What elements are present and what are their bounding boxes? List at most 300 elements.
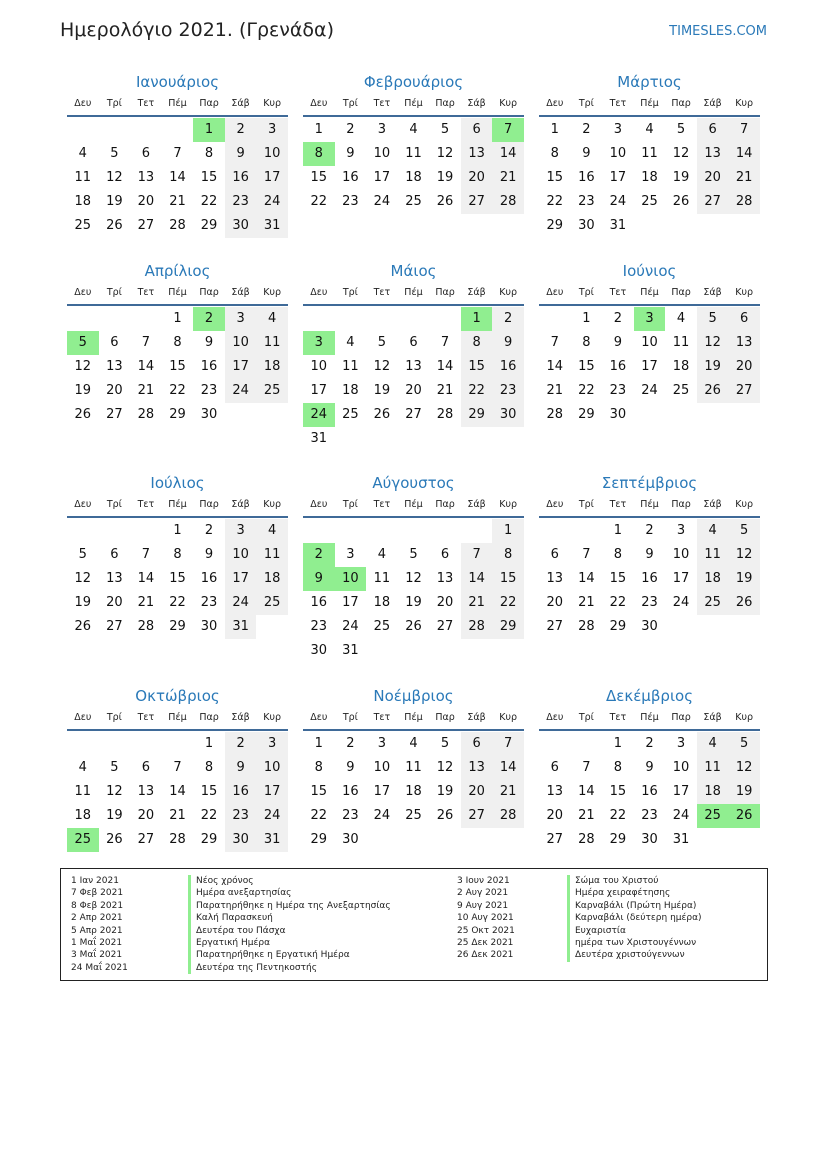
day-cell: 29 bbox=[609, 832, 627, 847]
day-cell: 14 bbox=[137, 359, 155, 374]
day-cell: 18 bbox=[256, 567, 288, 591]
day-cell: 18 bbox=[74, 194, 92, 209]
day-cell: 21 bbox=[461, 591, 493, 615]
day-cell: 3 bbox=[256, 118, 288, 142]
empty-cell bbox=[429, 307, 461, 331]
weekday-label: Πέμ bbox=[404, 287, 423, 298]
day-cell: 31 bbox=[609, 218, 627, 233]
day-cell: 14 bbox=[728, 142, 760, 166]
day-cell: 20 bbox=[461, 780, 493, 804]
day-cell: 10 bbox=[672, 547, 690, 562]
day-cell: 19 bbox=[672, 170, 690, 185]
weekday-label: Τρί bbox=[578, 712, 594, 723]
empty-cell bbox=[130, 519, 162, 543]
weekday-label: Σάβ bbox=[703, 499, 722, 510]
legend-date: 25 Οκτ 2021 bbox=[457, 925, 515, 936]
day-cell: 11 bbox=[672, 335, 690, 350]
legend-date: 7 Φεβ 2021 bbox=[71, 888, 124, 899]
day-cell: 22 bbox=[492, 591, 524, 615]
day-cell: 13 bbox=[697, 142, 729, 166]
day-cell: 16 bbox=[609, 359, 627, 374]
month-name: Φεβρουάριος bbox=[363, 73, 464, 91]
weekday-header bbox=[539, 283, 760, 306]
month-block bbox=[303, 471, 524, 663]
day-cell: 17 bbox=[256, 780, 288, 804]
day-cell: 18 bbox=[256, 355, 288, 379]
day-cell: 7 bbox=[141, 547, 151, 562]
weekday-label: Σάβ bbox=[703, 98, 722, 109]
empty-cell bbox=[461, 519, 493, 543]
day-cell: 10 bbox=[225, 331, 257, 355]
day-cell: 21 bbox=[578, 808, 595, 823]
day-cell: 2 bbox=[582, 122, 591, 137]
empty-cell bbox=[99, 732, 131, 756]
day-cell: 7 bbox=[440, 335, 450, 350]
day-cell: 20 bbox=[461, 166, 493, 190]
day-cell: 9 bbox=[225, 756, 257, 780]
day-cell: 14 bbox=[137, 571, 155, 586]
day-grid bbox=[303, 117, 524, 214]
holiday-day-cell: 3 bbox=[634, 307, 666, 331]
day-cell: 18 bbox=[342, 383, 359, 398]
day-cell: 5 bbox=[377, 335, 387, 350]
day-cell: 13 bbox=[106, 571, 123, 586]
weekday-label: Τετ bbox=[609, 98, 627, 109]
weekday-label: Δευ bbox=[546, 499, 564, 510]
day-cell: 17 bbox=[672, 571, 690, 586]
day-cell: 28 bbox=[578, 832, 595, 847]
weekday-label: Τρί bbox=[106, 712, 122, 723]
day-cell: 12 bbox=[672, 146, 690, 161]
empty-cell bbox=[335, 519, 367, 543]
day-cell: 21 bbox=[169, 194, 186, 209]
day-cell: 25 bbox=[256, 379, 288, 403]
day-cell: 9 bbox=[225, 142, 257, 166]
day-cell: 30 bbox=[609, 407, 627, 422]
day-cell: 19 bbox=[106, 808, 123, 823]
day-cell: 22 bbox=[169, 595, 186, 610]
day-cell: 29 bbox=[546, 218, 564, 233]
month-name: Ιούλιος bbox=[150, 474, 205, 492]
day-cell: 10 bbox=[373, 146, 391, 161]
day-cell: 24 bbox=[342, 619, 359, 634]
day-cell: 27 bbox=[461, 190, 493, 214]
day-cell: 19 bbox=[697, 355, 729, 379]
weekday-label: Σάβ bbox=[231, 499, 250, 510]
day-cell: 30 bbox=[492, 403, 524, 427]
day-cell: 10 bbox=[225, 543, 257, 567]
day-cell: 29 bbox=[200, 832, 218, 847]
weekday-label: Τετ bbox=[609, 499, 627, 510]
day-cell: 15 bbox=[169, 359, 186, 374]
day-cell: 9 bbox=[613, 335, 623, 350]
day-cell: 24 bbox=[373, 808, 391, 823]
day-cell: 8 bbox=[550, 146, 559, 161]
day-cell: 19 bbox=[373, 383, 391, 398]
day-cell: 30 bbox=[342, 832, 359, 847]
day-cell: 28 bbox=[169, 218, 186, 233]
weekday-label: Πέμ bbox=[168, 712, 187, 723]
month-block bbox=[539, 684, 760, 852]
day-cell: 14 bbox=[461, 567, 493, 591]
weekday-label: Τρί bbox=[106, 287, 122, 298]
day-cell: 19 bbox=[728, 780, 760, 804]
day-cell: 24 bbox=[225, 591, 257, 615]
day-cell: 15 bbox=[492, 567, 524, 591]
weekday-label: Κυρ bbox=[735, 287, 754, 298]
day-cell: 15 bbox=[200, 170, 218, 185]
day-cell: 12 bbox=[373, 359, 391, 374]
day-cell: 3 bbox=[225, 307, 257, 331]
day-cell: 24 bbox=[672, 808, 690, 823]
day-cell: 7 bbox=[550, 335, 559, 350]
day-cell: 25 bbox=[641, 194, 658, 209]
day-cell: 17 bbox=[342, 595, 359, 610]
legend-holiday-name: Παρατηρήθηκε η Εργατική Ημέρα bbox=[188, 949, 391, 961]
day-cell: 4 bbox=[697, 732, 729, 756]
holiday-day-cell: 2 bbox=[303, 543, 335, 567]
legend-date: 5 Απρ 2021 bbox=[71, 925, 123, 936]
day-cell: 14 bbox=[436, 359, 454, 374]
day-cell: 24 bbox=[225, 379, 257, 403]
day-cell: 30 bbox=[225, 214, 257, 238]
empty-cell bbox=[366, 307, 398, 331]
weekday-label: Παρ bbox=[435, 712, 455, 723]
day-cell: 1 bbox=[582, 311, 591, 326]
day-cell: 27 bbox=[546, 619, 564, 634]
day-cell: 15 bbox=[200, 784, 218, 799]
month-block bbox=[303, 259, 524, 451]
day-cell: 3 bbox=[377, 122, 387, 137]
empty-cell bbox=[162, 732, 194, 756]
weekday-label: Δευ bbox=[74, 499, 92, 510]
day-cell: 8 bbox=[613, 547, 623, 562]
weekday-label: Κυρ bbox=[499, 499, 518, 510]
day-cell: 12 bbox=[405, 571, 422, 586]
day-cell: 25 bbox=[74, 218, 92, 233]
day-cell: 24 bbox=[609, 194, 627, 209]
day-cell: 23 bbox=[225, 804, 257, 828]
day-cell: 24 bbox=[672, 595, 690, 610]
month-name: Μάιος bbox=[390, 262, 437, 280]
day-cell: 25 bbox=[256, 591, 288, 615]
day-cell: 30 bbox=[225, 828, 257, 852]
day-cell: 6 bbox=[550, 760, 559, 775]
weekday-label: Τετ bbox=[609, 287, 627, 298]
day-cell: 25 bbox=[697, 591, 729, 615]
day-cell: 18 bbox=[405, 170, 422, 185]
day-cell: 21 bbox=[436, 383, 454, 398]
day-cell: 17 bbox=[225, 355, 257, 379]
empty-cell bbox=[398, 519, 430, 543]
month-block bbox=[303, 70, 524, 214]
day-cell: 26 bbox=[672, 194, 690, 209]
day-cell: 20 bbox=[546, 595, 564, 610]
day-cell: 20 bbox=[436, 595, 454, 610]
day-cell: 23 bbox=[609, 383, 627, 398]
day-cell: 24 bbox=[256, 804, 288, 828]
day-cell: 19 bbox=[106, 194, 123, 209]
day-cell: 2 bbox=[613, 311, 623, 326]
weekday-label: Τετ bbox=[137, 499, 155, 510]
day-cell: 26 bbox=[697, 379, 729, 403]
day-cell: 13 bbox=[436, 571, 454, 586]
legend-holiday-name: Σώμα του Χριστού bbox=[567, 875, 702, 887]
day-cell: 18 bbox=[697, 567, 729, 591]
day-cell: 21 bbox=[137, 595, 155, 610]
weekday-label: Κυρ bbox=[735, 98, 754, 109]
weekday-label: Δευ bbox=[310, 287, 328, 298]
holiday-day-cell: 2 bbox=[193, 307, 225, 331]
weekday-label: Δευ bbox=[546, 98, 564, 109]
day-cell: 9 bbox=[346, 146, 355, 161]
day-cell: 18 bbox=[672, 359, 690, 374]
weekday-label: Σάβ bbox=[231, 287, 250, 298]
day-cell: 26 bbox=[436, 194, 454, 209]
weekday-label: Κυρ bbox=[263, 287, 282, 298]
weekday-label: Τρί bbox=[342, 499, 358, 510]
day-cell: 23 bbox=[578, 194, 595, 209]
day-cell: 30 bbox=[200, 619, 218, 634]
day-cell: 21 bbox=[728, 166, 760, 190]
day-cell: 23 bbox=[200, 383, 218, 398]
day-cell: 18 bbox=[74, 808, 92, 823]
weekday-header bbox=[303, 94, 524, 117]
day-cell: 2 bbox=[645, 523, 654, 538]
day-cell: 27 bbox=[137, 218, 155, 233]
day-cell: 11 bbox=[405, 146, 422, 161]
day-cell: 17 bbox=[373, 784, 391, 799]
day-cell: 23 bbox=[342, 194, 359, 209]
month-name: Ιούνιος bbox=[622, 262, 677, 280]
day-cell: 15 bbox=[578, 359, 595, 374]
day-cell: 11 bbox=[74, 170, 92, 185]
day-cell: 12 bbox=[728, 543, 760, 567]
day-cell: 12 bbox=[106, 784, 123, 799]
day-cell: 10 bbox=[373, 760, 391, 775]
weekday-label: Τρί bbox=[342, 98, 358, 109]
day-cell: 18 bbox=[697, 780, 729, 804]
day-cell: 2 bbox=[346, 122, 355, 137]
day-cell: 16 bbox=[225, 166, 257, 190]
day-cell: 4 bbox=[409, 122, 418, 137]
month-block bbox=[67, 259, 288, 427]
day-cell: 2 bbox=[645, 736, 654, 751]
day-cell: 6 bbox=[409, 335, 418, 350]
day-cell: 6 bbox=[728, 307, 760, 331]
day-cell: 13 bbox=[461, 756, 493, 780]
weekday-label: Παρ bbox=[199, 287, 219, 298]
day-cell: 13 bbox=[546, 571, 564, 586]
legend-date: 9 Αυγ 2021 bbox=[457, 900, 509, 911]
empty-cell bbox=[429, 519, 461, 543]
month-name: Ιανουάριος bbox=[135, 73, 219, 91]
legend-holiday-name: Καρναβάλι (δεύτερη ημέρα) bbox=[567, 912, 702, 924]
day-cell: 29 bbox=[169, 407, 186, 422]
site-link[interactable]: TIMESLES.COM bbox=[669, 24, 767, 39]
day-cell: 11 bbox=[74, 784, 92, 799]
day-cell: 28 bbox=[492, 190, 524, 214]
day-cell: 4 bbox=[409, 736, 418, 751]
day-cell: 3 bbox=[225, 519, 257, 543]
weekday-label: Κυρ bbox=[735, 712, 754, 723]
day-cell: 15 bbox=[310, 170, 328, 185]
day-cell: 11 bbox=[405, 760, 422, 775]
empty-cell bbox=[539, 307, 571, 331]
day-cell: 5 bbox=[110, 146, 119, 161]
day-cell: 11 bbox=[641, 146, 658, 161]
day-cell: 16 bbox=[342, 784, 359, 799]
month-block bbox=[303, 684, 524, 852]
day-cell: 6 bbox=[461, 118, 493, 142]
day-cell: 21 bbox=[546, 383, 564, 398]
day-cell: 24 bbox=[256, 190, 288, 214]
weekday-label: Δευ bbox=[74, 712, 92, 723]
day-cell: 19 bbox=[436, 784, 454, 799]
day-grid bbox=[67, 731, 288, 852]
day-cell: 6 bbox=[550, 547, 559, 562]
day-cell: 24 bbox=[373, 194, 391, 209]
day-cell: 23 bbox=[225, 190, 257, 214]
weekday-label: Παρ bbox=[435, 499, 455, 510]
month-name: Οκτώβριος bbox=[135, 687, 220, 705]
legend-names-left bbox=[188, 875, 391, 974]
weekday-label: Τετ bbox=[137, 712, 155, 723]
weekday-header bbox=[67, 495, 288, 518]
day-cell: 4 bbox=[78, 760, 87, 775]
day-cell: 28 bbox=[169, 832, 186, 847]
day-cell: 19 bbox=[728, 567, 760, 591]
legend-holiday-name: Εργατική Ημέρα bbox=[188, 937, 391, 949]
day-cell: 7 bbox=[173, 760, 182, 775]
weekday-label: Τετ bbox=[373, 499, 391, 510]
day-cell: 6 bbox=[697, 118, 729, 142]
day-cell: 11 bbox=[342, 359, 359, 374]
legend-holiday-name: Δευτέρα του Πάσχα bbox=[188, 925, 391, 937]
legend-dates-right bbox=[457, 875, 515, 962]
weekday-label: Τρί bbox=[578, 499, 594, 510]
day-cell: 12 bbox=[436, 146, 454, 161]
day-cell: 23 bbox=[200, 595, 218, 610]
weekday-label: Πέμ bbox=[640, 712, 659, 723]
day-cell: 15 bbox=[609, 571, 627, 586]
day-cell: 21 bbox=[137, 383, 155, 398]
day-grid bbox=[539, 731, 760, 852]
day-cell: 14 bbox=[578, 784, 595, 799]
day-cell: 22 bbox=[609, 595, 627, 610]
holiday-day-cell: 3 bbox=[303, 331, 335, 355]
day-cell: 7 bbox=[582, 547, 591, 562]
weekday-label: Τρί bbox=[578, 98, 594, 109]
day-grid bbox=[303, 306, 524, 451]
day-cell: 8 bbox=[492, 543, 524, 567]
day-cell: 25 bbox=[405, 194, 422, 209]
day-cell: 14 bbox=[492, 142, 524, 166]
day-cell: 17 bbox=[225, 567, 257, 591]
weekday-label: Σάβ bbox=[467, 712, 486, 723]
day-cell: 11 bbox=[256, 543, 288, 567]
day-cell: 20 bbox=[697, 166, 729, 190]
weekday-label: Παρ bbox=[199, 98, 219, 109]
day-cell: 6 bbox=[461, 732, 493, 756]
day-cell: 30 bbox=[641, 619, 658, 634]
legend-date: 8 Φεβ 2021 bbox=[71, 900, 124, 911]
day-cell: 29 bbox=[609, 619, 627, 634]
month-name: Απρίλιος bbox=[144, 262, 211, 280]
day-cell: 12 bbox=[74, 571, 92, 586]
day-cell: 31 bbox=[256, 214, 288, 238]
day-cell: 23 bbox=[641, 808, 658, 823]
day-cell: 7 bbox=[492, 732, 524, 756]
day-cell: 23 bbox=[641, 595, 658, 610]
holiday-day-cell: 1 bbox=[193, 118, 225, 142]
day-cell: 27 bbox=[697, 190, 729, 214]
holiday-legend bbox=[60, 868, 768, 981]
empty-cell bbox=[130, 307, 162, 331]
empty-cell bbox=[99, 519, 131, 543]
day-cell: 27 bbox=[405, 407, 422, 422]
empty-cell bbox=[130, 732, 162, 756]
day-cell: 7 bbox=[582, 760, 591, 775]
day-cell: 3 bbox=[377, 736, 387, 751]
day-cell: 27 bbox=[728, 379, 760, 403]
day-cell: 26 bbox=[106, 218, 123, 233]
day-cell: 7 bbox=[461, 543, 493, 567]
weekday-label: Τρί bbox=[578, 287, 594, 298]
weekday-header bbox=[67, 94, 288, 117]
weekday-label: Σάβ bbox=[467, 499, 486, 510]
month-block bbox=[67, 684, 288, 852]
day-cell: 12 bbox=[436, 760, 454, 775]
day-cell: 30 bbox=[200, 407, 218, 422]
empty-cell bbox=[303, 307, 335, 331]
weekday-label: Πέμ bbox=[168, 499, 187, 510]
legend-holiday-name: Παρατηρήθηκε η Ημέρα της Ανεξαρτησίας bbox=[188, 900, 391, 912]
weekday-label: Κυρ bbox=[263, 98, 282, 109]
year-calendar bbox=[67, 70, 760, 860]
day-cell: 17 bbox=[609, 170, 627, 185]
legend-holiday-name: ημέρα των Χριστουγέννων bbox=[567, 937, 702, 949]
legend-holiday-name: Νέος χρόνος bbox=[188, 875, 391, 887]
day-cell: 16 bbox=[310, 595, 328, 610]
day-grid bbox=[67, 518, 288, 639]
day-cell: 21 bbox=[578, 595, 595, 610]
day-cell: 6 bbox=[440, 547, 450, 562]
day-cell: 12 bbox=[106, 170, 123, 185]
day-cell: 19 bbox=[74, 383, 92, 398]
empty-cell bbox=[67, 732, 99, 756]
day-cell: 8 bbox=[582, 335, 591, 350]
weekday-label: Δευ bbox=[546, 287, 564, 298]
day-cell: 9 bbox=[204, 547, 214, 562]
day-cell: 4 bbox=[256, 519, 288, 543]
empty-cell bbox=[67, 118, 99, 142]
day-cell: 23 bbox=[310, 619, 328, 634]
day-cell: 19 bbox=[436, 170, 454, 185]
day-cell: 27 bbox=[137, 832, 155, 847]
day-cell: 28 bbox=[492, 804, 524, 828]
month-name: Σεπτέμβριος bbox=[601, 474, 698, 492]
day-cell: 22 bbox=[461, 379, 493, 403]
day-cell: 3 bbox=[256, 732, 288, 756]
empty-cell bbox=[99, 118, 131, 142]
day-cell: 25 bbox=[405, 808, 422, 823]
day-cell: 15 bbox=[461, 355, 493, 379]
day-cell: 22 bbox=[200, 194, 218, 209]
day-cell: 8 bbox=[314, 760, 323, 775]
day-cell: 16 bbox=[641, 571, 658, 586]
weekday-header bbox=[303, 708, 524, 731]
